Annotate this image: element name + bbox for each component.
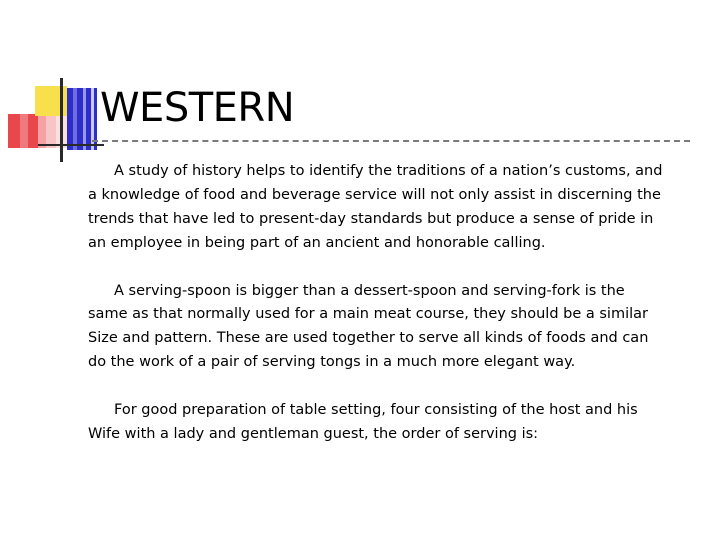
body-paragraph-2: A serving-spoon is bigger than a dessert-spoon and serving-fork is the same as that normally used for a main meat course, they should be a similar Size and pattern. These are used together to serve all kinds of foods and can do the work of a pair of serving tongs in a much more elegant way.	[88, 282, 649, 371]
slide-title: WESTERN	[100, 85, 295, 131]
title-divider	[92, 140, 690, 142]
body-paragraph-1: A study of history helps to identify the traditions of a nation’s customs, and a knowledge of food and beverage service will not only assist in discerning the trends that have led to present-day standards but produce a sense of pride in an employee in being part of an ancient and honorable calling.	[88, 163, 663, 251]
decorative-horizontal-line	[38, 144, 104, 146]
body-paragraph-3: For good preparation of table setting, four consisting of the host and his Wife with a lady and gentleman guest, the order of serving is:	[88, 402, 638, 442]
slide-body	[88, 160, 688, 471]
decorative-vertical-line	[60, 78, 63, 162]
decorative-red-square	[8, 114, 68, 148]
